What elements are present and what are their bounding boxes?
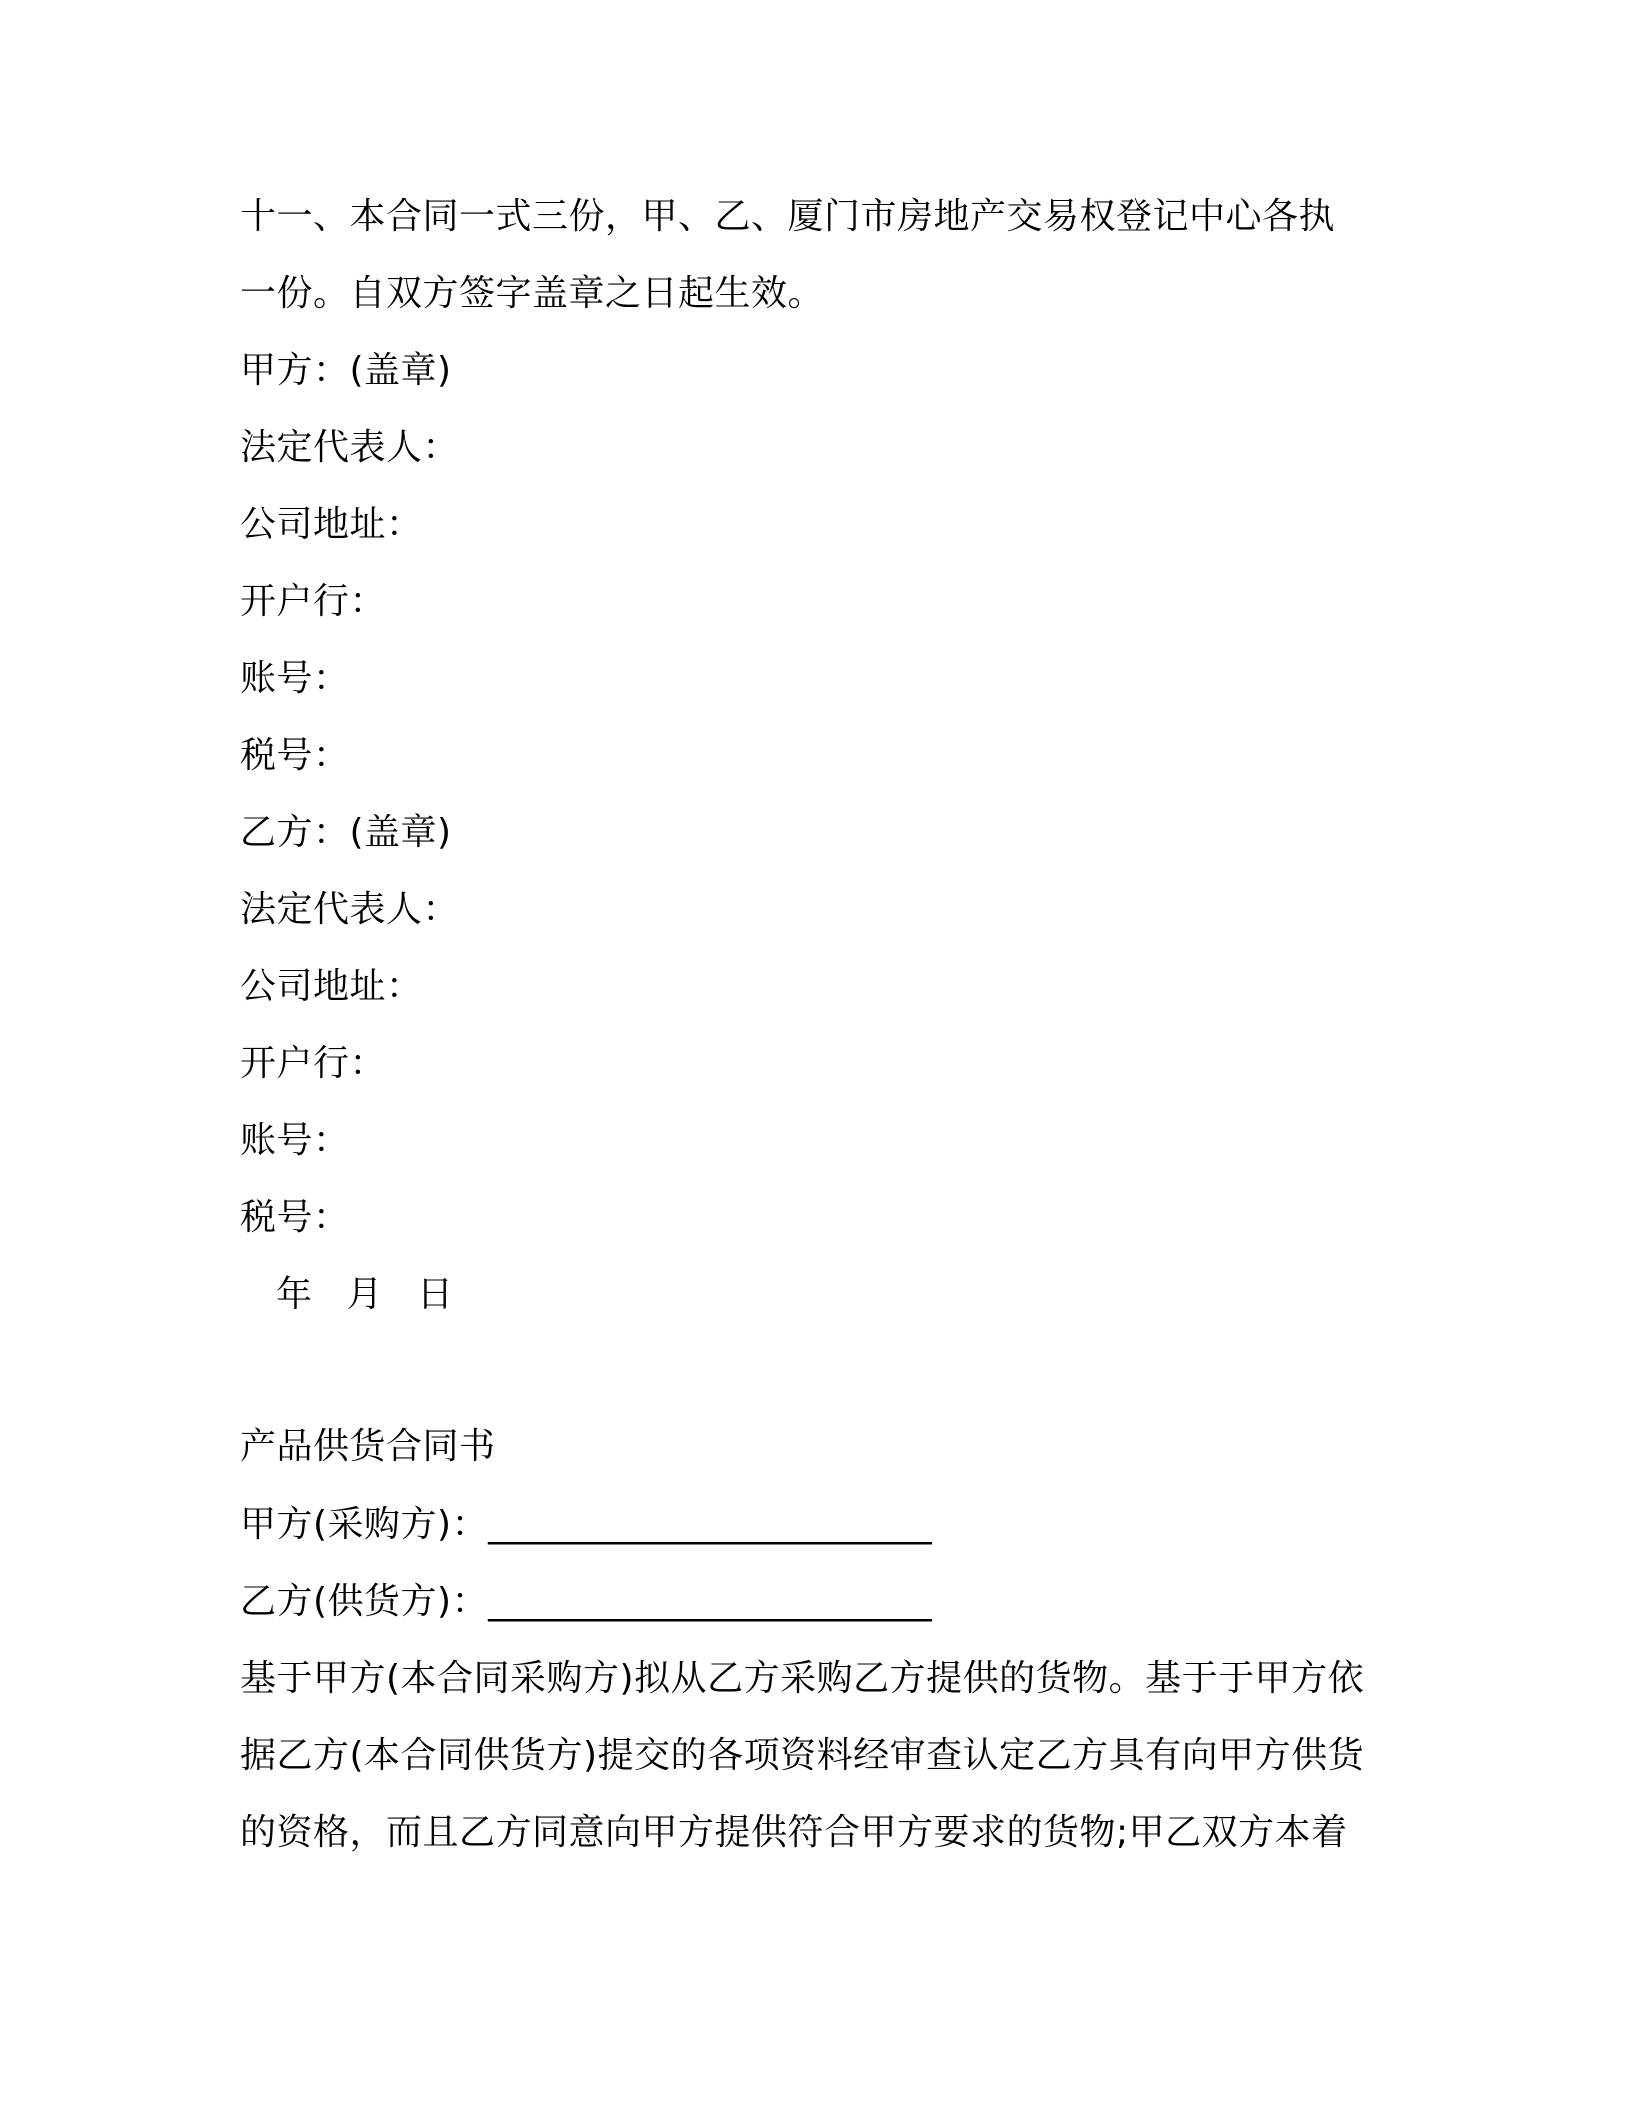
party-b-account: 账号： — [240, 1120, 350, 1161]
date-line — [276, 1273, 475, 1317]
supply-contract-para-line-2: 据乙方(本合同供货方)提交的各项资料经审查认定乙方具有向甲方供货 — [240, 1735, 1365, 1776]
date-month: 月 — [346, 1274, 383, 1315]
party-a-legal-rep: 法定代表人： — [240, 427, 460, 468]
party-a-address: 公司地址： — [240, 504, 423, 545]
party-b-title: 乙方：(盖章) — [240, 812, 452, 853]
party-b-address: 公司地址： — [240, 966, 423, 1007]
party-a-account: 账号： — [240, 658, 350, 699]
party-a-title: 甲方：(盖章) — [240, 350, 452, 391]
party-b-tax-id: 税号： — [240, 1197, 350, 1238]
supply-contract-supplier: 乙方(供货方)：________________________ — [240, 1581, 933, 1622]
supply-contract-title: 产品供货合同书 — [240, 1426, 496, 1467]
party-a-bank: 开户行： — [240, 581, 387, 622]
party-a-tax-id: 税号： — [240, 735, 350, 776]
date-day: 日 — [416, 1274, 454, 1315]
supply-contract-buyer: 甲方(采购方)：________________________ — [240, 1504, 933, 1545]
clause-11-line-1: 十一、本合同一式三份，甲、乙、厦门市房地产交易权登记中心各执 — [240, 196, 1336, 237]
supply-contract-para-line-1: 基于甲方(本合同采购方)拟从乙方采购乙方提供的货物。基于于甲方依 — [240, 1658, 1365, 1699]
clause-11-line-2: 一份。自双方签字盖章之日起生效。 — [240, 273, 825, 314]
supply-contract-para-line-3: 的资格，而且乙方同意向甲方提供符合甲方要求的货物;甲乙双方本着 — [240, 1812, 1348, 1853]
party-b-bank: 开户行： — [240, 1043, 387, 1084]
date-year: 年 — [276, 1274, 313, 1315]
party-b-legal-rep: 法定代表人： — [240, 889, 460, 930]
